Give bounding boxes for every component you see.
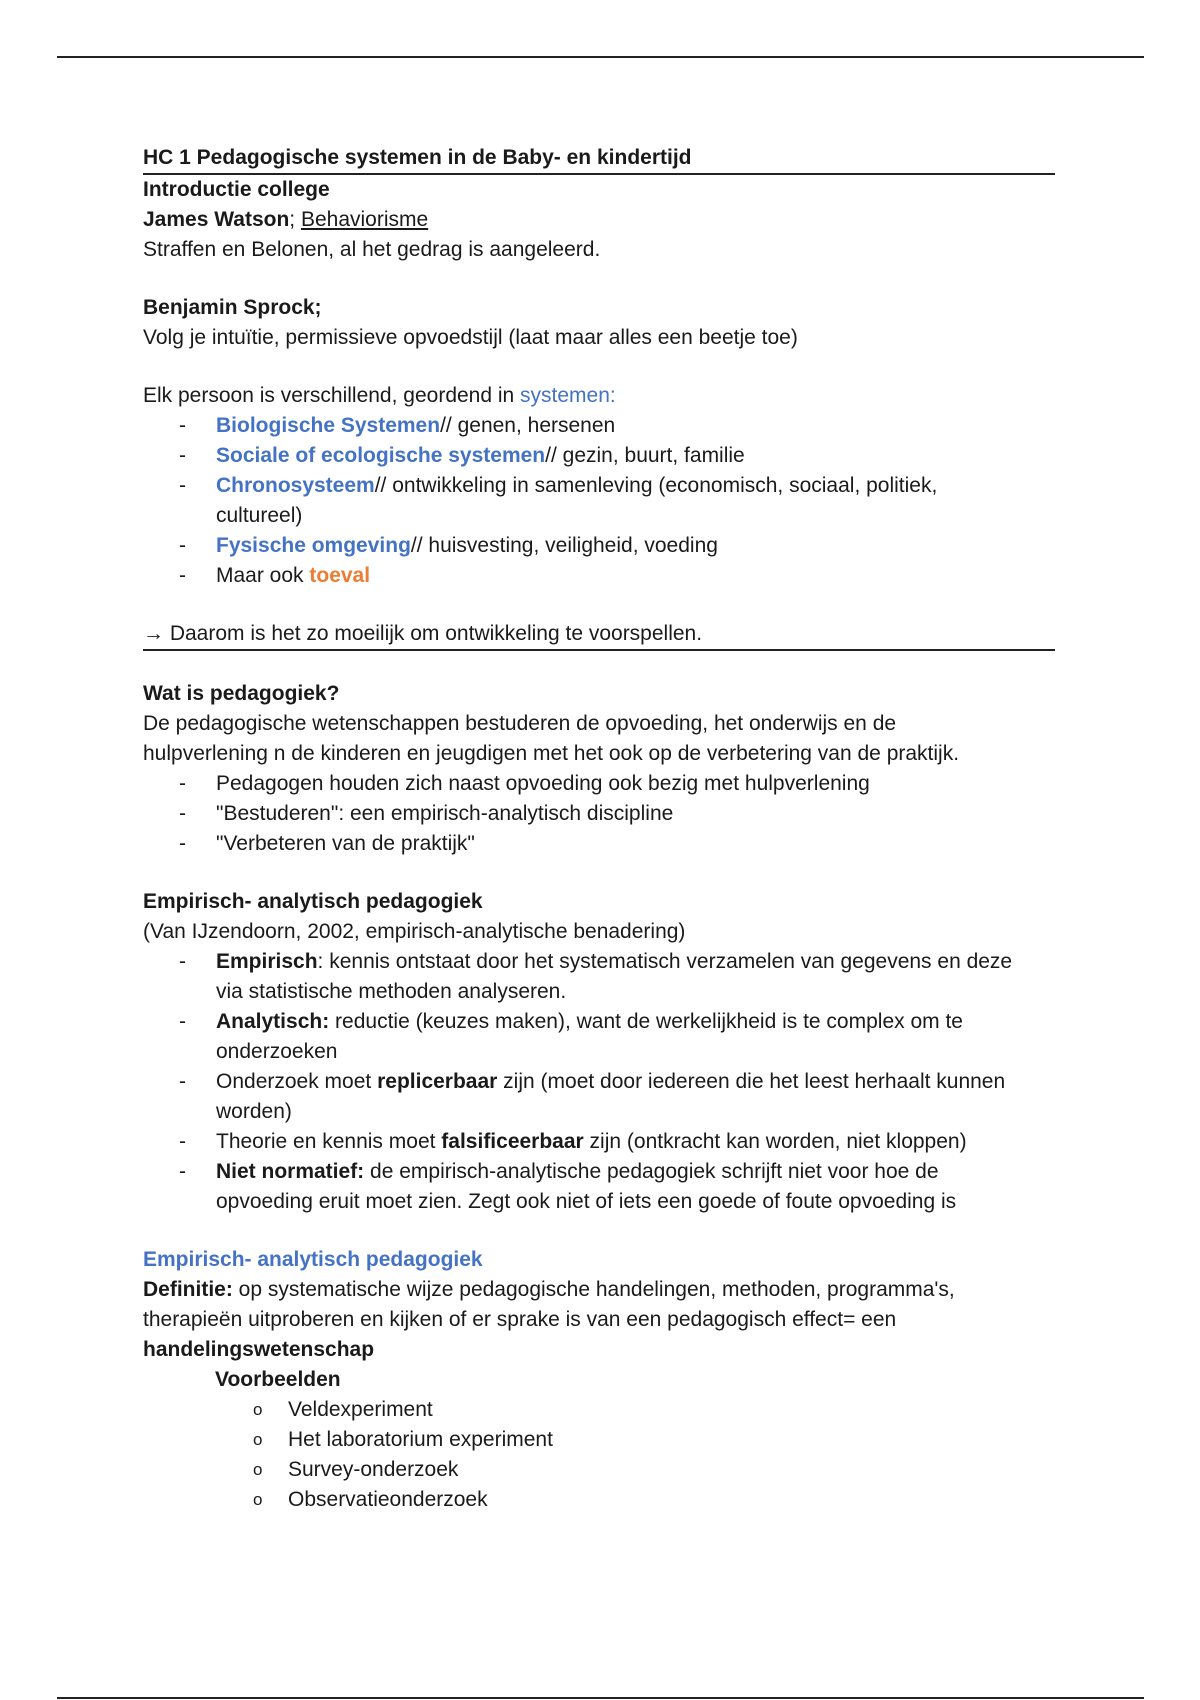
arrow-right-icon: → (143, 622, 164, 645)
bullet-marker: - (179, 832, 186, 855)
example-text: Survey-onderzoek (288, 1458, 459, 1481)
list-item (143, 947, 1055, 1007)
list-item-text: Pedagogen houden zich naast opvoeding ook bezig met hulpverlening (216, 772, 870, 795)
list-item (143, 471, 1055, 531)
page-top-rule (57, 56, 1144, 58)
circle-bullet-icon: o (253, 1460, 263, 1479)
spacer (143, 265, 1055, 293)
bullet-marker: - (179, 534, 186, 557)
list-item (143, 1127, 1055, 1157)
watson-topic: Behaviorisme (300, 208, 429, 231)
empirisch-source: (Van IJzendoorn, 2002, empirisch-analytische benadering) (143, 920, 686, 943)
list-item (143, 531, 1055, 561)
bullet-marker: - (179, 772, 186, 795)
list-item-text: "Verbeteren van de praktijk" (216, 832, 475, 855)
list-item (143, 441, 1055, 471)
watson-line (143, 205, 1055, 235)
definition-text: op systematische wijze pedagogische handelingen, methoden, programma's, (232, 1278, 955, 1301)
term-empirisch: Empirisch (216, 950, 318, 973)
list-item (143, 829, 1055, 859)
bullet-marker: - (179, 1070, 186, 1093)
examples-heading: Voorbeelden (215, 1368, 341, 1391)
spacer (143, 1217, 1055, 1245)
spacer (143, 353, 1055, 381)
sprock-description: Volg je intuïtie, permissieve opvoedstijl (laat maar alles een beetje toe) (143, 326, 798, 349)
document-body (143, 143, 1055, 1515)
spacer (143, 651, 1055, 679)
example-text: Veldexperiment (288, 1398, 433, 1421)
term-niet-normatief: Niet normatief: (216, 1160, 365, 1183)
systems-intro-text: Elk persoon is verschillend, geordend in (143, 384, 521, 407)
empirisch-heading-2: Empirisch- analytisch pedagogiek (143, 1248, 483, 1271)
list-item-text: zijn (ontkracht kan worden, niet kloppen) (583, 1130, 967, 1153)
bullet-marker: - (179, 1160, 186, 1183)
system-term: Fysische omgeving (216, 534, 411, 557)
definition-line-3: handelingswetenschap (143, 1338, 375, 1361)
bullet-marker: - (179, 950, 186, 973)
watson-description: Straffen en Belonen, al het gedrag is aangeleerd. (143, 238, 601, 261)
list-item-text: zijn (moet door iedereen die het leest herhaalt kunnen (497, 1070, 1006, 1093)
list-item-text-cont: via statistische methoden analyseren. (216, 980, 567, 1003)
pedagogiek-definition-1: De pedagogische wetenschappen bestuderen de opvoeding, het onderwijs en de (143, 712, 897, 735)
list-item (143, 1455, 1055, 1485)
toeval-word: toeval (309, 564, 371, 587)
list-item (143, 561, 1055, 591)
system-term: Biologische Systemen (216, 414, 441, 437)
list-item-text-cont: worden) (216, 1100, 292, 1123)
pedagogiek-definition-2: hulpverlening n de kinderen en jeugdigen met het ook op de verbetering van de praktijk. (143, 742, 960, 765)
bullet-marker: - (179, 1010, 186, 1033)
system-desc-cont: cultureel) (216, 504, 303, 527)
pedagogiek-heading: Wat is pedagogiek? (143, 682, 340, 705)
definition-line-1 (143, 1275, 1055, 1305)
bullet-marker: - (179, 474, 186, 497)
system-term: Sociale of ecologische systemen (216, 444, 546, 467)
bullet-marker: - (179, 414, 186, 437)
spacer (143, 591, 1055, 619)
system-desc: // genen, hersenen (440, 414, 616, 437)
definition-label: Definitie: (143, 1278, 233, 1301)
list-item (143, 1485, 1055, 1515)
bullet-marker: - (179, 564, 186, 587)
example-text: Het laboratorium experiment (288, 1428, 553, 1451)
list-item-text: : kennis ontstaat door het systematisch verzamelen van gegevens en deze (317, 950, 1013, 973)
list-item (143, 411, 1055, 441)
system-desc: // huisvesting, veiligheid, voeding (410, 534, 718, 557)
page-bottom-rule (57, 1697, 1144, 1699)
list-item (143, 1157, 1055, 1217)
term-falsificeerbaar: falsificeerbaar (441, 1130, 584, 1153)
list-item-text: de empirisch-analytische pedagogiek schrijft niet voor hoe de (364, 1160, 939, 1183)
conclusion-text: Daarom is het zo moeilijk om ontwikkeling te voorspellen. (164, 622, 703, 645)
circle-bullet-icon: o (253, 1430, 263, 1449)
example-text: Observatieonderzoek (288, 1488, 488, 1511)
list-item (143, 799, 1055, 829)
watson-name: James Watson (143, 208, 290, 231)
toeval-prefix: Maar ook (216, 564, 310, 587)
list-item-text: reductie (keuzes maken), want de werkelijkheid is te complex om te (329, 1010, 963, 1033)
list-item (143, 1425, 1055, 1455)
system-desc: // gezin, buurt, familie (545, 444, 745, 467)
conclusion-line (143, 619, 1055, 651)
list-item-text-cont: onderzoeken (216, 1040, 338, 1063)
list-item (143, 1067, 1055, 1127)
watson-separator: ; (289, 208, 301, 231)
empirisch-heading: Empirisch- analytisch pedagogiek (143, 890, 483, 913)
lecture-title: HC 1 Pedagogische systemen in de Baby- en kindertijd (143, 143, 1055, 175)
list-item-text: Onderzoek moet (216, 1070, 378, 1093)
sprock-heading: Benjamin Sprock; (143, 296, 322, 319)
systems-intro (143, 381, 1055, 411)
list-item (143, 769, 1055, 799)
definition-line-2: therapieën uitproberen en kijken of er sprake is van een pedagogisch effect= een (143, 1308, 897, 1331)
bullet-marker: - (179, 444, 186, 467)
circle-bullet-icon: o (253, 1490, 263, 1509)
term-replicerbaar: replicerbaar (377, 1070, 498, 1093)
intro-heading: Introductie college (143, 178, 330, 201)
list-item-text-cont: opvoeding eruit moet zien. Zegt ook niet of iets een goede of foute opvoeding is (216, 1190, 957, 1213)
system-desc: // ontwikkeling in samenleving (economisch, sociaal, politiek, (374, 474, 938, 497)
system-term: Chronosysteem (216, 474, 375, 497)
bullet-marker: - (179, 802, 186, 825)
spacer (143, 859, 1055, 887)
list-item (143, 1395, 1055, 1425)
circle-bullet-icon: o (253, 1400, 263, 1419)
systems-link: systemen: (520, 384, 616, 407)
bullet-marker: - (179, 1130, 186, 1153)
list-item (143, 1007, 1055, 1067)
list-item-text: "Bestuderen": een empirisch-analytisch discipline (216, 802, 674, 825)
list-item-text: Theorie en kennis moet (216, 1130, 442, 1153)
term-analytisch: Analytisch: (216, 1010, 330, 1033)
